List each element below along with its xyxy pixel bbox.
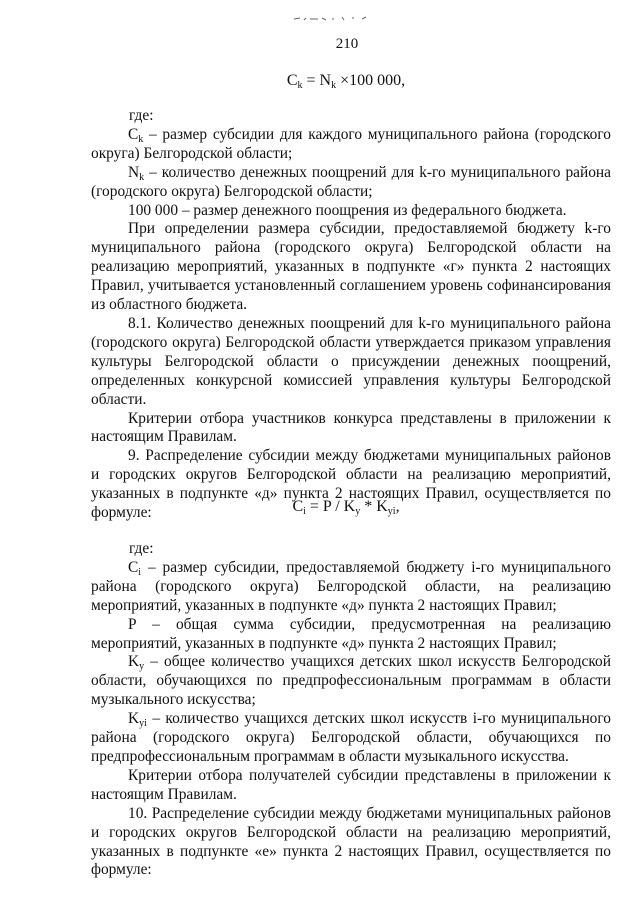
- formula-rhs-a: = N: [302, 72, 332, 89]
- formula-subsidy-k: [0, 72, 640, 90]
- definition-ky: $K_y$ – общее количество учащихся детских школ искусств Белгородской области, обучающихся по предпрофессиональным программам в области музыкального искусства;: [91, 653, 611, 709]
- formula-subsidy-i: $C_i = P / K_y * K_{yi}$,: [292, 498, 400, 517]
- paragraph-10: 10. Распределение субсидии между бюджетами муниципальных районов и городских округов Белгородской области на реализацию мероприятий, указанных в подпункте «е» пункта 2 настоящих Правил, осуществляется по формуле:: [91, 804, 611, 879]
- formula-rhs-b: ×100 000,: [336, 72, 406, 89]
- where-label: где:: [129, 107, 154, 124]
- definition-ci: $C_i$ – размер субсидии, предоставляемой бюджету i-го муниципального района (городского округа) Белгородской области, на реализацию мероприятий, указанных в подпункте «д» пункта 2 настоящих Правил;: [91, 558, 611, 614]
- paragraph-criteria-2: Критерии отбора получателей субсидии представлены в приложении к настоящим Правилам.: [91, 766, 611, 803]
- scan-artifact-icon: [292, 14, 372, 22]
- page-number: 210: [335, 36, 359, 52]
- formula-lhs-sub: k: [297, 80, 303, 91]
- definition-kyi: $K_{yi}$ – количество учащихся детских школ искусств i-го муниципального района (городского округа) Белгородской области, обучающихся по предпрофессиональным программам в области музыкального искусства.: [91, 710, 611, 765]
- definition-ck: $C_k$ – размер субсидии для каждого муниципального района (городского округа) Белгородской области;: [91, 125, 611, 162]
- paragraph-criteria-1: Критерии отбора участников конкурса представлены в приложении к настоящим Правилам.: [91, 409, 611, 446]
- where-label-2: где:: [129, 540, 154, 557]
- formula-lhs: C: [286, 72, 298, 89]
- paragraph-determination: При определении размера субсидии, предоставляемой бюджету k-го муниципального района (городского округа) Белгородской области на реализацию мероприятий, указанных в подпункте «г» пункта 2 настоящих Правил, учитывается установленный соглашением уровень софинансирования из областного бюджета.: [91, 220, 611, 314]
- text-block-2: [91, 540, 611, 880]
- definition-p: P – общая сумма субсидии, предусмотренная на реализацию мероприятий, указанных в подпункте «д» пункта 2 настоящих Правил;: [91, 615, 611, 652]
- definition-100000: 100 000 – размер денежного поощрения из федерального бюджета.: [128, 201, 567, 219]
- paragraph-9: 9. Распределение субсидии между бюджетами муниципальных районов и городских округов Белгородской области на реализацию мероприятий, указанных в подпункте «д» пункта 2 настоящих Правил, осуществляется по формуле:: [91, 447, 611, 522]
- definition-nk: $N_k$ – количество денежных поощрений для k-го муниципального района (городского округа) Белгородской области;: [91, 163, 611, 200]
- formula-rhs-a-sub: k: [331, 80, 337, 91]
- text-block-1: [91, 107, 611, 523]
- paragraph-8-1: 8.1. Количество денежных поощрений для k-го муниципального района (городского округа) Белгородской области утверждается приказом управления культуры Белгородской области о присуждении денежных поощрений, определенных конкурсной комиссией управления культуры Белгородской области.: [91, 314, 611, 408]
